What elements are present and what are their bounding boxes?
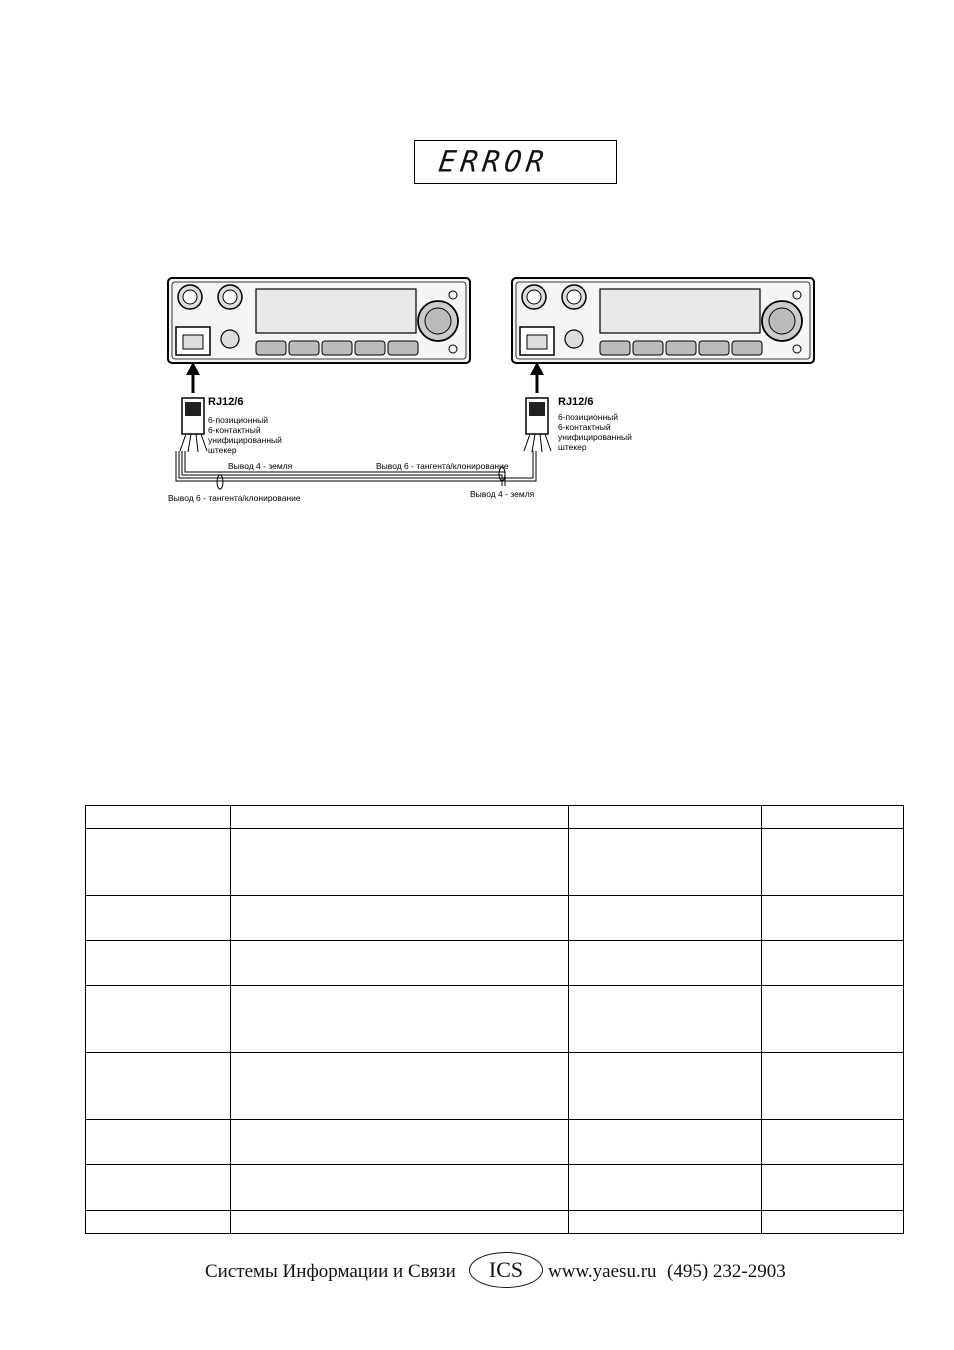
table-cell: [86, 1211, 231, 1234]
table-row: [86, 1165, 904, 1211]
table-cell: [231, 806, 569, 829]
wire-label-top-left: Вывод 4 - земля: [228, 461, 293, 471]
table-cell: [762, 1120, 904, 1165]
table-cell: [569, 1165, 762, 1211]
table-cell: [762, 1165, 904, 1211]
table-cell: [86, 1165, 231, 1211]
right-connector-line-3: унифицированный: [558, 432, 632, 442]
footer-phone: (495) 232-2903: [667, 1261, 786, 1282]
table-cell: [762, 829, 904, 896]
table-cell: [231, 986, 569, 1053]
wire-label-bottom-left: Вывод 6 - тангента/клонирование: [168, 493, 301, 503]
table-cell: [569, 1211, 762, 1234]
table-cell: [86, 806, 231, 829]
table-cell: [86, 896, 231, 941]
table-cell: [569, 806, 762, 829]
right-connector-title: RJ12/6: [558, 396, 594, 408]
table-cell: [86, 1053, 231, 1120]
radio-button-row: [600, 341, 762, 355]
table-cell: [762, 896, 904, 941]
table-cell: [231, 1053, 569, 1120]
table-cell: [86, 829, 231, 896]
table-row: [86, 1053, 904, 1120]
rj12-plug-right: [524, 398, 551, 452]
radio-button-row: [256, 341, 418, 355]
ics-logo-text: ICS: [488, 1257, 524, 1282]
power-button-icon: [565, 330, 583, 348]
footer-company: Системы Информации и Связи: [205, 1261, 456, 1282]
left-connector-line-3: унифицированный: [208, 435, 282, 445]
table-cell: [569, 941, 762, 986]
table-row: [86, 986, 904, 1053]
table-cell: [569, 1120, 762, 1165]
table-cell: [762, 1053, 904, 1120]
table-cell: [762, 941, 904, 986]
table-cell: [231, 941, 569, 986]
table-cell: [762, 806, 904, 829]
table-cell: [762, 986, 904, 1053]
left-connector-line-2: 6-контактный: [208, 425, 261, 435]
table-row: [86, 896, 904, 941]
radio-right: [512, 278, 814, 363]
ics-logo-icon: [469, 1252, 543, 1288]
table-cell: [86, 1120, 231, 1165]
table-row: [86, 941, 904, 986]
radio-lcd-panel: [256, 289, 416, 333]
rj12-plug-left: [180, 398, 207, 452]
right-connector-line-2: 6-контактный: [558, 422, 611, 432]
lcd-error-display: [414, 140, 617, 184]
table-cell: [762, 1211, 904, 1234]
cloning-connection-diagram: [150, 265, 850, 515]
table-cell: [569, 1053, 762, 1120]
table-cell: [231, 829, 569, 896]
wire-label-bottom-right: Вывод 4 - земля: [470, 489, 535, 499]
table-cell: [86, 941, 231, 986]
table-cell: [569, 829, 762, 896]
table-row: [86, 1120, 904, 1165]
power-button-icon: [221, 330, 239, 348]
left-connector-line-1: 6-позиционный: [208, 415, 269, 425]
table-row: [86, 806, 904, 829]
table-cell: [569, 896, 762, 941]
table-row: [86, 829, 904, 896]
table-cell: [86, 986, 231, 1053]
wire-label-top-right: Вывод 6 - тангента/клонирование: [376, 461, 509, 471]
radio-left: [168, 278, 470, 363]
right-connector-line-4: штекер: [558, 442, 587, 452]
right-connector-line-1: 6-позиционный: [558, 412, 619, 422]
table-cell: [569, 986, 762, 1053]
empty-grid-table: [85, 805, 904, 1234]
lcd-error-text: ERROR: [436, 144, 551, 179]
left-connector-title: RJ12/6: [208, 396, 244, 408]
arrow-up-icon: [530, 362, 544, 393]
arrow-up-icon: [186, 362, 200, 393]
table-cell: [231, 1120, 569, 1165]
footer-banner: [205, 1252, 805, 1292]
table-cell: [231, 1211, 569, 1234]
table-row: [86, 1211, 904, 1234]
table-cell: [231, 896, 569, 941]
table-cell: [231, 1165, 569, 1211]
radio-lcd-panel: [600, 289, 760, 333]
left-connector-line-4: штекер: [208, 445, 237, 455]
footer-website: www.yaesu.ru: [548, 1261, 657, 1282]
